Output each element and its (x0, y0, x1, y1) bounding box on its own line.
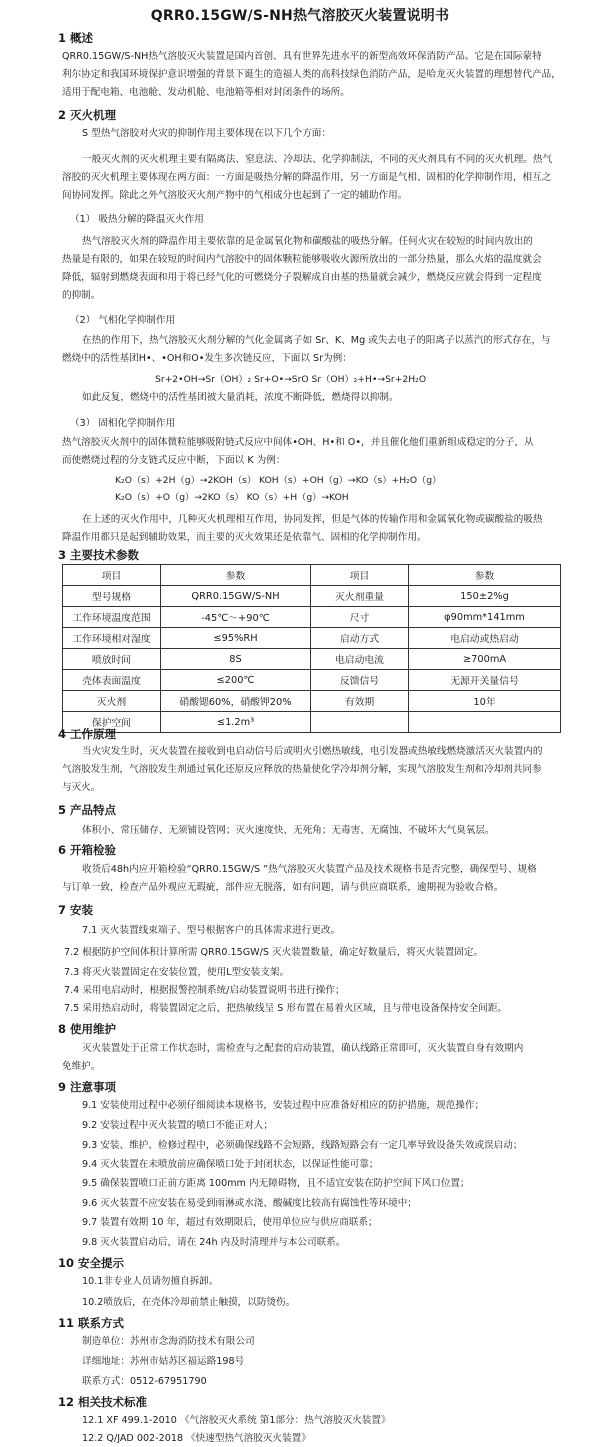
table-cell: 保护空间 (63, 712, 161, 733)
text-line: QRR0.15GW/S-NH热气溶胶灭火装置是国内首创、具有世界先进水平的新型高效环保消防产品。它是在国际蒙特 (62, 51, 542, 62)
section-2-paragraph-2 (62, 233, 562, 305)
standard-item: 12.2 Q/JAD 002-2018 《快速型热气溶胶灭火装置》 (82, 1433, 311, 1444)
text-line: 与订单一致，检查产品外观应无瑕疵，部件应无脱落，如有问题，请与供应商联系，逾期视为验收合格。 (62, 882, 504, 893)
table-header-cell: 参数 (161, 565, 311, 586)
text-line: 适用于配电箱、电池舱、发动机舱、电池箱等相对封闭条件的场所。 (62, 87, 350, 98)
section-7-heading: 7 安装 (58, 903, 94, 917)
list-item: 10.1非专业人员请勿擅自拆卸。 (82, 1276, 219, 1287)
table-cell: 灭火剂重量 (311, 586, 409, 607)
contact-manufacturer: 制造单位：苏州市念海消防技术有限公司 (82, 1336, 255, 1347)
section-2-paragraph-1 (62, 151, 562, 205)
list-item: 9.4 灭火装置在未喷放前应确保喷口处于封闭状态，以保证性能可靠； (82, 1159, 379, 1170)
text-line: 在上述的灭火作用中，几种灭火机理相互作用，协同发挥，但是气体的传输作用和金属氧化物或碳酸盐的吸热 (82, 514, 543, 525)
text-line: 气溶胶发生剂，气溶胶发生剂通过氧化还原反应释放的热量使化学冷却剂分解，实现气溶胶发生剂和冷却剂共同参 (62, 764, 542, 775)
section-2-heading: 2 灭火机理 (58, 108, 117, 122)
section-2-paragraph-3 (62, 332, 562, 368)
table-cell: 壳体表面温度 (63, 670, 161, 691)
list-item: 7.1 灭火装置线束端子、型号根据客户的具体需求进行更改。 (82, 925, 341, 936)
equation-line: Sr+2•OH→Sr（OH）₂ Sr+O•→SrO Sr（OH）₂+H•→Sr+2H₂O (155, 374, 427, 385)
text-line: 降温作用都只是起到辅助效果，而主要的灭火效果还是依靠气、固相的化学抑制作用。 (62, 532, 427, 543)
standard-item: 12.1 XF 499.1-2010 《气溶胶灭火系统 第1部分：热气溶胶灭火装置》 (82, 1415, 391, 1426)
list-item: 7.3 将灭火装置固定在安装位置，使用L型安装支架。 (64, 967, 290, 978)
table-header-cell: 参数 (409, 565, 561, 586)
table-cell: 电启动或热启动 (409, 628, 561, 649)
section-8-heading: 8 使用维护 (58, 1022, 117, 1036)
section-12-heading: 12 相关技术标准 (58, 1395, 148, 1409)
contact-phone: 联系方式：0512-67951790 (82, 1376, 207, 1387)
table-header-cell: 项目 (311, 565, 409, 586)
table-cell: 10年 (409, 691, 561, 712)
list-item: 10.2喷放后，在壳体冷却前禁止触摸，以防烫伤。 (82, 1297, 296, 1308)
list-item: 9.1 安装使用过程中必须仔细阅读本规格书，安装过程中应准备好相应的防护措施，规范操作； (82, 1100, 485, 1111)
table-cell: 有效期 (311, 691, 409, 712)
text-line: 降低，辐射到燃烧表面和用于将已经气化的可燃烧分子裂解成自由基的热量就会减少，燃烧反应就会得到一定程度 (62, 272, 542, 283)
text-line: 热气溶胶灭火剂的降温作用主要依靠的是金属氧化物和碳酸盐的吸热分解。任何火灾在较短的时间内放出的 (82, 236, 533, 247)
table-cell: 8S (161, 649, 311, 670)
text-line: 当火灾发生时，灭火装置在接收到电启动信号后或明火引燃热敏线，电引发器或热敏线燃烧激活灭火装置内的 (82, 746, 543, 757)
equation-line: K₂O（s）+O（g）→2KO（s） KO（s）+H（g）→KOH (115, 492, 349, 503)
section-1-text (62, 48, 562, 102)
table-cell: 尺寸 (311, 607, 409, 628)
text-line: 热量是有限的，如果在较短的时间内气溶胶中的固体颗粒能够吸收火源所放出的一部分热量，那么火焰的温度就会 (62, 254, 542, 265)
equation-line: K₂O（s）+2H（g）→2KOH（s） KOH（s）+OH（g）→KO（s）+H₂O（g） (115, 475, 442, 486)
table-cell: 反馈信号 (311, 670, 409, 691)
list-item: 9.8 灭火装置启动后，请在 24h 内及时清理并与本公司联系。 (82, 1237, 346, 1248)
text-line: 收货后48h内应开箱检验“QRR0.15GW/S ”热气溶胶灭火装置产品及技术规格书是否完整，确保型号、规格 (82, 864, 537, 875)
table-cell: -45℃～+90℃ (161, 607, 311, 628)
text-line: 而使燃烧过程的分支链式反应中断，下面以 K 为例： (62, 455, 286, 466)
text-line: 在热的作用下，热气溶胶灭火剂分解的气化金属离子如 Sr、K、Mg 或失去电子的阳离子以蒸汽的形式存在，与 (82, 335, 551, 346)
list-item: 7.4 采用电启动时，根据报警控制系统/启动装置说明书进行操作； (64, 985, 345, 996)
table-row (63, 712, 561, 733)
table-cell: 型号规格 (63, 586, 161, 607)
section-2-paragraph-3b (82, 389, 562, 407)
table-cell: 硝酸锶60%，硝酸钾20% (161, 691, 311, 712)
table-cell: 150±2%g (409, 586, 561, 607)
list-item: 7.5 采用热启动时，将装置固定之后，把热敏线呈 S 形布置在易着火区域，且与带电设备保持安全间距。 (64, 1003, 508, 1014)
section-4-heading: 4 工作原理 (58, 727, 117, 741)
table-cell: ≤95%RH (161, 628, 311, 649)
table-cell: 启动方式 (311, 628, 409, 649)
subsection-heading: （2） 气相化学抑制作用 (70, 315, 176, 326)
subsection-heading: （1） 吸热分解的降温灭火作用 (70, 214, 204, 225)
document-title: QRR0.15GW/S-NH热气溶胶灭火装置说明书 (150, 8, 450, 24)
subsection-heading: （3） 固相化学抑制作用 (70, 418, 176, 429)
text-line: 燃烧中的活性基团H•、•OH和O•发生多次链反应，下面以 Sr为例： (62, 353, 352, 364)
table-row (63, 670, 561, 691)
table-row (63, 586, 561, 607)
table-cell: φ90mm*141mm (409, 607, 561, 628)
table-header-row (63, 565, 561, 586)
table-header-cell: 项目 (63, 565, 161, 586)
text-line: 免维护。 (62, 1061, 101, 1072)
table-cell: 电启动电流 (311, 649, 409, 670)
table-cell: 工作环境相对湿度 (63, 628, 161, 649)
section-6-heading: 6 开箱检验 (58, 843, 117, 857)
list-item: 9.3 安装、维护、检修过程中，必须确保线路不会短路，线路短路会有一定几率导致设备失效或误启动； (82, 1140, 523, 1151)
table-cell (311, 712, 409, 733)
table-cell: ≤1.2m³ (161, 712, 311, 733)
section-6-text (62, 861, 562, 897)
section-9-heading: 9 注意事项 (58, 1080, 117, 1094)
text-line: 与灭火。 (62, 782, 101, 793)
section-2-paragraph-5 (62, 511, 562, 547)
section-11-heading: 11 联系方式 (58, 1316, 125, 1330)
list-item: 7.2 根据防护空间体积计算所需 QRR0.15GW/S 灭火装置数量，确定好数量后，将灭火装置固定。 (64, 947, 484, 958)
table-cell (409, 712, 561, 733)
section-2-intro: S 型热气溶胶对火灾的抑制作用主要体现在以下几个方面： (82, 128, 331, 139)
text-line: 利尔协定和我国环境保护意识增强的背景下诞生的造福人类的高科技绿色消防产品，是哈龙灭火装置的理想替代产品， (62, 69, 561, 80)
section-2-paragraph-4 (62, 434, 562, 470)
section-1-heading: 1 概述 (58, 31, 94, 45)
section-10-heading: 10 安全提示 (58, 1256, 125, 1270)
list-item: 9.6 灭火装置不应安装在易受到雨淋或水浇、酸碱度比较高有腐蚀性等环境中； (82, 1198, 417, 1209)
table-cell: 无源开关量信号 (409, 670, 561, 691)
table-row (63, 607, 561, 628)
table-cell: 灭火剂 (63, 691, 161, 712)
table-row (63, 649, 561, 670)
specs-table (62, 564, 561, 733)
table-cell: 工作环境温度范围 (63, 607, 161, 628)
section-3-heading: 3 主要技术参数 (58, 548, 140, 562)
table-cell: 喷放时间 (63, 649, 161, 670)
list-item: 9.2 安装过程中灭火装置的喷口不能正对人； (82, 1120, 273, 1131)
text-line: 热气溶胶灭火剂中的固体微粒能够吸附链式反应中间体•OH、H•和 O•，并且催化他们重新组成稳定的分子，从 (62, 437, 534, 448)
text-line: 如此反复，燃烧中的活性基团被大量消耗，浓度不断降低，燃烧得以抑制。 (82, 392, 399, 403)
text-line: 溶胶的灭火机理主要体现在两方面：一方面是吸热分解的降温作用，另一方面是气相、固相的化学抑制作用，相互之 (62, 172, 552, 183)
text-line: 灭火装置处于正常工作状态时，需检查与之配套的启动装置，确认线路正常即可，灭火装置自身有效期内 (82, 1043, 524, 1054)
table-cell: ≥700mA (409, 649, 561, 670)
list-item: 9.7 装置有效期 10 年，超过有效期限后，使用单位应与供应商联系； (82, 1217, 378, 1228)
section-4-text (62, 743, 562, 797)
section-5-text: 体积小、常压储存、无须铺设管网；灭火速度快、无死角；无毒害、无腐蚀、不破坏大气臭氧层。 (82, 825, 495, 836)
section-8-text (62, 1040, 562, 1076)
section-5-heading: 5 产品特点 (58, 803, 117, 817)
contact-address: 详细地址：苏州市姑苏区福运路198号 (82, 1356, 245, 1367)
text-line: 间协同发挥。除此之外气溶胶灭火剂产物中的气相成分也起到了一定的辅助作用。 (62, 190, 408, 201)
table-row (63, 691, 561, 712)
list-item: 9.5 确保装置喷口正前方距离 100mm 内无障碍物，且不适宜安装在防护空间下风口位置； (82, 1178, 470, 1189)
text-line: 的抑制。 (62, 290, 101, 301)
table-cell: QRR0.15GW/S-NH (161, 586, 311, 607)
table-row (63, 628, 561, 649)
text-line: 一般灭火剂的灭火机理主要有隔离法、窒息法、冷却法、化学抑制法，不同的灭火剂具有不同的灭火机理。热气 (82, 154, 553, 165)
table-cell: ≤200℃ (161, 670, 311, 691)
